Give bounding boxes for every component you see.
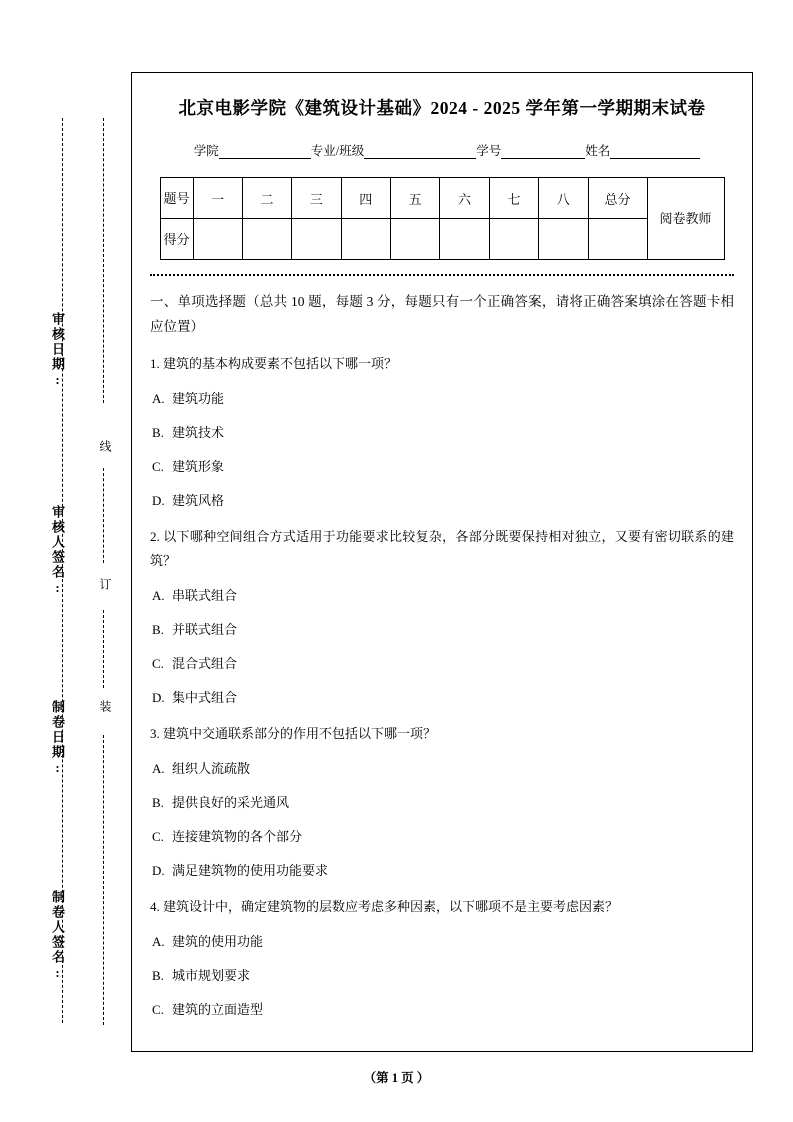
info-label-name: 姓名	[585, 144, 611, 158]
question-2-option-a-text: 串联式组合	[172, 588, 238, 603]
compose-date-label: 制卷日期:	[50, 700, 65, 777]
question-3-option-d-text: 满足建筑物的使用功能要求	[172, 863, 329, 878]
question-4-option-a[interactable]	[150, 931, 734, 953]
question-3-option-a-text: 组织人流疏散	[172, 761, 251, 776]
left-margin-annotations	[0, 0, 130, 1122]
question-3	[150, 722, 734, 746]
question-2-option-c-text: 混合式组合	[172, 656, 238, 671]
question-1-option-a[interactable]	[150, 388, 734, 410]
score-cell-6[interactable]	[440, 219, 489, 260]
score-col-5: 五	[391, 178, 440, 219]
info-blank-college[interactable]	[219, 145, 311, 159]
score-col-7: 七	[489, 178, 538, 219]
question-2-option-d-text: 集中式组合	[172, 690, 238, 705]
question-4-option-b[interactable]	[150, 965, 734, 987]
question-3-text: 建筑中交通联系部分的作用不包括以下哪一项？	[163, 726, 437, 741]
exam-paper-frame	[131, 72, 753, 1052]
question-3-option-a-label: A.	[152, 761, 165, 776]
section-heading-multiple-choice: 一、单项选择题（总共 10 题，每题 3 分，每题只有一个正确答案，请将正确答案填涂在答题卡相应位置）	[150, 294, 734, 334]
score-col-2: 二	[242, 178, 291, 219]
question-2-option-a[interactable]	[150, 585, 734, 607]
question-4-option-b-label: B.	[152, 968, 164, 983]
question-3-option-a[interactable]	[150, 758, 734, 780]
score-col-4: 四	[341, 178, 390, 219]
question-2-number: 2.	[150, 529, 160, 544]
info-blank-major-class[interactable]	[364, 145, 476, 159]
question-4-number: 4.	[150, 899, 160, 914]
question-1-option-b[interactable]	[150, 422, 734, 444]
question-1-option-b-label: B.	[152, 425, 164, 440]
info-blank-student-id[interactable]	[501, 145, 585, 159]
info-label-college: 学院	[193, 144, 219, 158]
question-2-option-b-text: 并联式组合	[172, 622, 238, 637]
question-3-option-c-label: C.	[152, 829, 164, 844]
score-col-1: 一	[193, 178, 242, 219]
question-1-option-d[interactable]	[150, 490, 734, 512]
score-cell-3[interactable]	[292, 219, 341, 260]
table-row-question-numbers	[160, 178, 724, 219]
score-row-label-question: 题号	[160, 178, 193, 219]
question-1	[150, 352, 734, 376]
score-col-3: 三	[292, 178, 341, 219]
question-2-option-b[interactable]	[150, 619, 734, 641]
score-row-label-score: 得分	[160, 219, 193, 260]
dotted-divider	[150, 274, 734, 276]
info-label-major-class: 专业/班级	[310, 144, 365, 158]
info-field-student-id	[476, 141, 585, 159]
reviewer-signature-label: 审核人签名:	[50, 505, 65, 597]
seal-bind-label: 订	[98, 578, 112, 591]
question-1-option-c-text: 建筑形象	[172, 459, 225, 474]
question-4	[150, 895, 734, 919]
score-cell-1[interactable]	[193, 219, 242, 260]
question-1-option-a-label: A.	[152, 391, 165, 406]
margin-dashed-line-seal-4	[103, 735, 104, 1025]
question-2	[150, 525, 734, 573]
question-3-option-b-text: 提供良好的采光通风	[172, 795, 290, 810]
question-3-number: 3.	[150, 726, 160, 741]
question-3-option-b-label: B.	[152, 795, 164, 810]
score-col-teacher: 阅卷教师	[647, 178, 724, 260]
student-info-line	[150, 141, 734, 159]
question-4-option-b-text: 城市规划要求	[172, 968, 251, 983]
question-3-option-b[interactable]	[150, 792, 734, 814]
question-1-option-b-text: 建筑技术	[172, 425, 225, 440]
score-col-total: 总分	[588, 178, 647, 219]
page-footer: （第 1 页 ）	[363, 1071, 430, 1085]
seal-line-label: 线	[98, 440, 112, 453]
info-field-major-class	[311, 141, 476, 159]
score-cell-2[interactable]	[242, 219, 291, 260]
question-2-option-c-label: C.	[152, 656, 164, 671]
question-2-option-d-label: D.	[152, 690, 165, 705]
question-4-option-c-text: 建筑的立面造型	[172, 1002, 264, 1017]
question-3-option-d[interactable]	[150, 860, 734, 882]
question-2-text: 以下哪种空间组合方式适用于功能要求比较复杂，各部分既要保持相对独立，又要有密切联系的建筑？	[150, 529, 734, 568]
score-cell-8[interactable]	[539, 219, 588, 260]
score-cell-5[interactable]	[391, 219, 440, 260]
question-1-number: 1.	[150, 356, 160, 371]
question-4-text: 建筑设计中，确定建筑物的层数应考虑多种因素，以下哪项不是主要考虑因素？	[163, 899, 619, 914]
score-cell-7[interactable]	[489, 219, 538, 260]
question-1-text: 建筑的基本构成要素不包括以下哪一项？	[163, 356, 398, 371]
info-blank-name[interactable]	[610, 145, 700, 159]
margin-dashed-line-seal-2	[103, 468, 104, 563]
question-1-option-d-text: 建筑风格	[172, 493, 225, 508]
score-col-6: 六	[440, 178, 489, 219]
score-col-8: 八	[539, 178, 588, 219]
question-2-option-a-label: A.	[152, 588, 165, 603]
review-date-label: 审核日期:	[50, 312, 65, 389]
composer-signature-label: 制卷人签名:	[50, 890, 65, 982]
question-4-option-a-label: A.	[152, 934, 165, 949]
question-2-option-b-label: B.	[152, 622, 164, 637]
question-3-option-c[interactable]	[150, 826, 734, 848]
seal-pack-label: 装	[98, 700, 112, 713]
page-title: 北京电影学院《建筑设计基础》2024 - 2025 学年第一学期期末试卷	[178, 98, 706, 118]
question-2-option-d[interactable]	[150, 687, 734, 709]
table-row-scores	[160, 219, 724, 260]
margin-dashed-line-seal-1	[103, 118, 104, 403]
question-4-option-a-text: 建筑的使用功能	[172, 934, 264, 949]
question-4-option-c-label: C.	[152, 1002, 164, 1017]
question-1-option-d-label: D.	[152, 493, 165, 508]
score-cell-total[interactable]	[588, 219, 647, 260]
info-field-name	[585, 141, 700, 159]
question-1-option-c[interactable]	[150, 456, 734, 478]
question-3-option-c-text: 连接建筑物的各个部分	[172, 829, 303, 844]
question-3-option-d-label: D.	[152, 863, 165, 878]
score-table	[160, 177, 725, 260]
info-field-college	[194, 141, 311, 159]
question-1-option-a-text: 建筑功能	[172, 391, 225, 406]
score-cell-4[interactable]	[341, 219, 390, 260]
question-1-option-c-label: C.	[152, 459, 164, 474]
info-label-student-id: 学号	[476, 144, 502, 158]
margin-dashed-line-seal-3	[103, 610, 104, 688]
question-4-option-c[interactable]	[150, 999, 734, 1021]
question-2-option-c[interactable]	[150, 653, 734, 675]
